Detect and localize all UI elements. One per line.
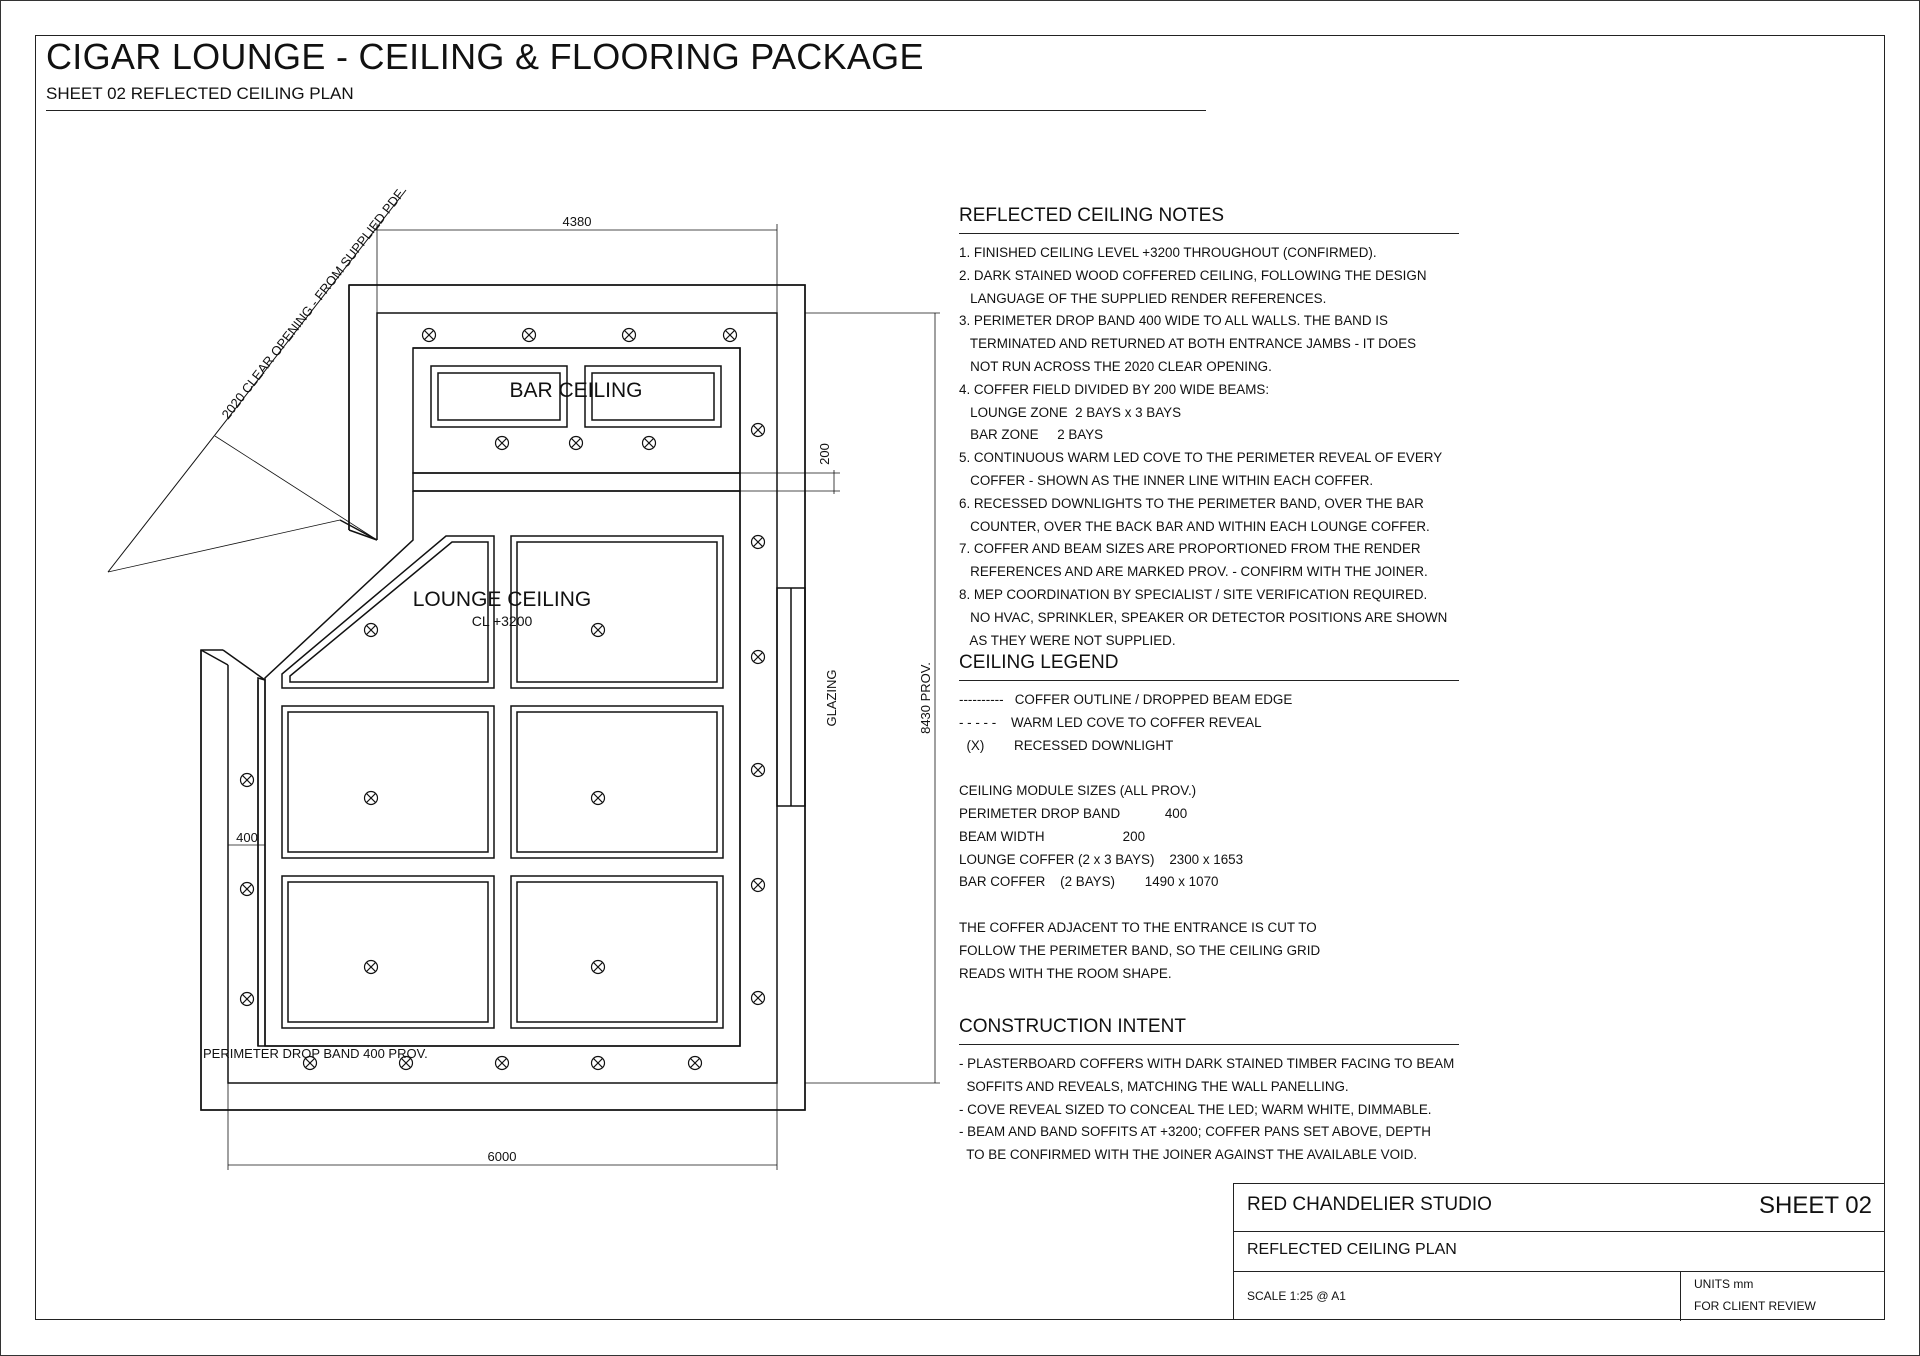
drawing-subtitle: SHEET 02 REFLECTED CEILING PLAN [46, 84, 354, 103]
downlight-icon [752, 764, 765, 777]
downlight-icon [752, 879, 765, 892]
construction-line: SOFFITS AND REVEALS, MATCHING THE WALL PANELLING. [959, 1078, 1349, 1094]
note-line: 2. DARK STAINED WOOD COFFERED CEILING, FOLLOWING THE DESIGN [959, 267, 1427, 283]
downlight-icon [365, 792, 378, 805]
downlight-icon [752, 424, 765, 437]
note-line: NO HVAC, SPRINKLER, SPEAKER OR DETECTOR POSITIONS ARE SHOWN [959, 609, 1448, 625]
legend-line: THE COFFER ADJACENT TO THE ENTRANCE IS CUT TO [959, 919, 1317, 935]
entrance-jamb-bottom-return [223, 650, 265, 680]
note-line: NOT RUN ACROSS THE 2020 CLEAR OPENING. [959, 358, 1272, 374]
downlight-icon [241, 993, 254, 1006]
downlight-icon [752, 651, 765, 664]
title-block-row-drawing [1234, 1231, 1884, 1272]
construction-intent [959, 1016, 1459, 1167]
downlight-icon [752, 536, 765, 549]
legend-line: (X) RECESSED DOWNLIGHT [959, 737, 1174, 753]
status-label: FOR CLIENT REVIEW [1694, 1299, 1816, 1313]
downlight-icon [724, 329, 737, 342]
lounge-coffer-6-inner [517, 882, 717, 1022]
perimeter-band-label: PERIMETER DROP BAND 400 PROV. [203, 1046, 428, 1061]
legend-line: - - - - - WARM LED COVE TO COFFER REVEAL [959, 714, 1262, 730]
downlight-icon [496, 437, 509, 450]
downlight-icon [241, 774, 254, 787]
downlight-icon [570, 437, 583, 450]
legend-line: BAR COFFER (2 BAYS) 1490 x 1070 [959, 874, 1219, 890]
note-line: 6. RECESSED DOWNLIGHTS TO THE PERIMETER BAND, OVER THE BAR [959, 495, 1424, 511]
downlight-icon [423, 329, 436, 342]
drawing-title: CIGAR LOUNGE - CEILING & FLOORING PACKAGE [46, 36, 924, 77]
scale-label: SCALE 1:25 @ A1 [1247, 1289, 1346, 1303]
note-line: LANGUAGE OF THE SUPPLIED RENDER REFERENCES. [959, 290, 1327, 306]
downlight-icon [365, 624, 378, 637]
construction-title: CONSTRUCTION INTENT [959, 1016, 1459, 1045]
lounge-coffer-2-inner [517, 542, 717, 682]
lounge-coffer-2-outer [511, 536, 723, 688]
title-block-row-info [1234, 1271, 1884, 1321]
ceiling-legend [959, 652, 1459, 985]
glazing-label: GLAZING [824, 669, 839, 727]
downlight-icon [643, 437, 656, 450]
note-line: 1. FINISHED CEILING LEVEL +3200 THROUGHOUT (CONFIRMED). [959, 245, 1377, 260]
lounge-coffer-4-inner [517, 712, 717, 852]
downlight-icon [523, 329, 536, 342]
lounge-coffer-5-inner [288, 882, 488, 1022]
notes-title: REFLECTED CEILING NOTES [959, 205, 1459, 234]
construction-line: - COVE REVEAL SIZED TO CONCEAL THE LED; WARM WHITE, DIMMABLE. [959, 1101, 1432, 1117]
lounge-coffer-3-inner [288, 712, 488, 852]
title-block-divider [1680, 1271, 1681, 1321]
dim-beam-label: 200 [817, 443, 832, 465]
note-line: 8. MEP COORDINATION BY SPECIALIST / SITE VERIFICATION REQUIRED. [959, 586, 1428, 602]
note-line: TERMINATED AND RETURNED AT BOTH ENTRANCE JAMBS - IT DOES [959, 336, 1417, 352]
downlight-icon [689, 1057, 702, 1070]
dim-bottom-label: 6000 [487, 1149, 517, 1164]
legend-line: CEILING MODULE SIZES (ALL PROV.) [959, 783, 1197, 799]
dim-right-label: 8430 PROV. [918, 662, 933, 734]
legend-title: CEILING LEGEND [959, 652, 1459, 681]
construction-lines [959, 1053, 1459, 1167]
note-line: AS THEY WERE NOT SUPPLIED. [959, 632, 1176, 648]
title-block-row-studio [1234, 1184, 1884, 1232]
legend-line: BEAM WIDTH 200 [959, 828, 1146, 844]
construction-line: - BEAM AND BAND SOFFITS AT +3200; COFFER PANS SET ABOVE, DEPTH [959, 1124, 1431, 1140]
downlight-group [241, 329, 765, 1070]
note-line: 5. CONTINUOUS WARM LED COVE TO THE PERIMETER REVEAL OF EVERY [959, 450, 1443, 466]
note-line: LOUNGE ZONE 2 BAYS x 3 BAYS [959, 404, 1182, 420]
sheet-number: SHEET 02 [1759, 1192, 1872, 1219]
beam-band [413, 473, 740, 491]
notes-lines [959, 242, 1459, 652]
perimeter-band-inner [258, 348, 740, 1046]
lounge-coffer-3-outer [282, 706, 494, 858]
studio-name: RED CHANDELIER STUDIO [1247, 1194, 1492, 1215]
lounge-coffer-5-outer [282, 876, 494, 1028]
note-line: 3. PERIMETER DROP BAND 400 WIDE TO ALL WALLS. THE BAND IS [959, 313, 1388, 329]
downlight-icon [592, 624, 605, 637]
units-label: UNITS mm [1694, 1277, 1754, 1291]
entrance-jamb-bottom [201, 650, 228, 665]
construction-line: TO BE CONFIRMED WITH THE JOINER AGAINST THE AVAILABLE VOID. [959, 1147, 1418, 1163]
clear-opening-label: 2020 CLEAR OPENING - FROM SUPPLIED PDF [218, 186, 407, 422]
legend-line: LOUNGE COFFER (2 x 3 BAYS) 2300 x 1653 [959, 851, 1244, 867]
note-line: 7. COFFER AND BEAM SIZES ARE PROPORTIONED FROM THE RENDER [959, 541, 1421, 557]
lounge-coffer-cut-outer [282, 536, 494, 688]
downlight-icon [592, 792, 605, 805]
entrance-jamb-top-return [340, 520, 377, 540]
construction-line: - PLASTERBOARD COFFERS WITH DARK STAINED TIMBER FACING TO BEAM [959, 1056, 1455, 1071]
lounge-ceiling-label: LOUNGE CEILING [412, 588, 592, 611]
bar-ceiling-label: BAR CEILING [509, 379, 643, 402]
legend-line [959, 757, 1459, 780]
downlight-icon [365, 961, 378, 974]
legend-line: ---------- COFFER OUTLINE / DROPPED BEAM EDGE [959, 692, 1293, 707]
ceiling-level-label: CL +3200 [471, 613, 533, 629]
note-line: 4. COFFER FIELD DIVIDED BY 200 WIDE BEAMS: [959, 381, 1270, 397]
note-line: REFERENCES AND ARE MARKED PROV. - CONFIRM WITH THE JOINER. [959, 564, 1428, 580]
legend-line [959, 894, 1459, 917]
note-line: COFFER - SHOWN AS THE INNER LINE WITHIN EACH COFFER. [959, 472, 1374, 488]
title-block [1233, 1183, 1885, 1320]
downlight-icon [241, 883, 254, 896]
dim-top-label: 4380 [562, 214, 592, 229]
legend-lines [959, 689, 1459, 985]
note-line: COUNTER, OVER THE BACK BAR AND WITHIN EACH LOUNGE COFFER. [959, 518, 1430, 534]
note-line: BAR ZONE 2 BAYS [959, 427, 1104, 443]
legend-line: READS WITH THE ROOM SHAPE. [959, 965, 1172, 981]
inner-wall [228, 313, 777, 1083]
ceiling-notes [959, 205, 1459, 652]
downlight-icon [592, 961, 605, 974]
lounge-coffer-6-outer [511, 876, 723, 1028]
downlight-icon [752, 992, 765, 1005]
legend-line: FOLLOW THE PERIMETER BAND, SO THE CEILING GRID [959, 942, 1321, 958]
downlight-icon [623, 329, 636, 342]
lounge-coffer-4-outer [511, 706, 723, 858]
dim-band-label: 400 [236, 830, 258, 845]
downlight-icon [592, 1057, 605, 1070]
lounge-zone-outline [265, 491, 740, 1046]
legend-line: PERIMETER DROP BAND 400 [959, 805, 1188, 821]
drawing-name: REFLECTED CEILING PLAN [1247, 1241, 1457, 1258]
clear-opening-ext-2 [215, 436, 377, 540]
downlight-icon [496, 1057, 509, 1070]
